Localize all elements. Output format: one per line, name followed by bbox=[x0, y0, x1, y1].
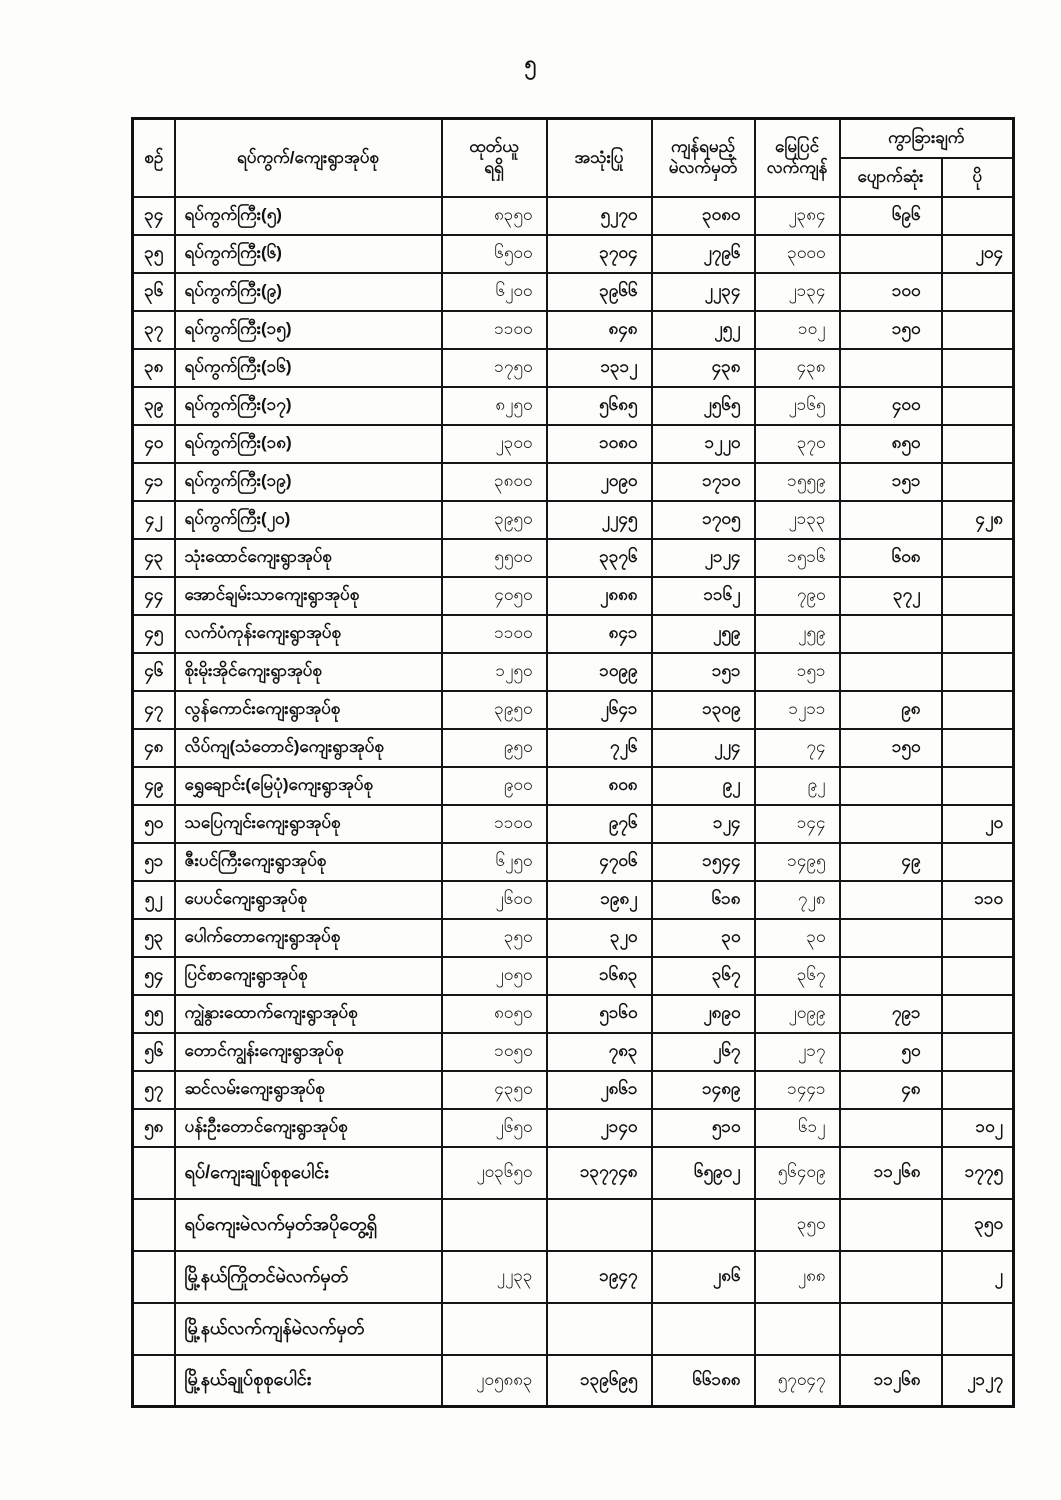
received-cell: ၃၅၀ bbox=[442, 919, 547, 957]
serial-cell: ၅၁ bbox=[133, 843, 175, 881]
ground-balance-cell: ၇၉၀ bbox=[755, 577, 840, 615]
lost-cell bbox=[840, 1303, 942, 1355]
lost-cell bbox=[840, 919, 942, 957]
header-expected-remaining: ကျန်ရမည့် မဲလက်မှတ် bbox=[652, 119, 755, 197]
used-cell: ၈၄၈ bbox=[547, 311, 652, 349]
serial-cell: ၄၄ bbox=[133, 577, 175, 615]
table-row bbox=[133, 805, 1014, 843]
ward-name-cell: ရပ်ကွက်ကြီး(၆) bbox=[175, 235, 442, 273]
ground-balance-cell: ၃၇၀ bbox=[755, 425, 840, 463]
received-cell: ၃၈၀၀ bbox=[442, 463, 547, 501]
received-cell bbox=[442, 1199, 547, 1251]
used-cell: ၁၃၇၇၄၈ bbox=[547, 1147, 652, 1199]
used-cell: ၁၃၉၆၉၅ bbox=[547, 1355, 652, 1407]
ward-name-cell: စိုးမိုးအိုင်ကျေးရွာအုပ်စု bbox=[175, 653, 442, 691]
expected-remaining-cell: ၂၂၃၄ bbox=[652, 273, 755, 311]
received-cell: ၁၁၀၀ bbox=[442, 615, 547, 653]
extra-cell: ၁၇၇၅ bbox=[942, 1147, 1014, 1199]
ward-name-cell: လွန်ကောင်းကျေးရွာအုပ်စု bbox=[175, 691, 442, 729]
serial-cell: ၄၇ bbox=[133, 691, 175, 729]
lost-cell bbox=[840, 1199, 942, 1251]
received-cell: ၁၁၀၀ bbox=[442, 805, 547, 843]
ground-balance-cell: ၁၅၁ bbox=[755, 653, 840, 691]
used-cell: ၁၀၈၀ bbox=[547, 425, 652, 463]
ground-balance-cell: ၇၂၈ bbox=[755, 881, 840, 919]
expected-remaining-cell: ၁၂၂၀ bbox=[652, 425, 755, 463]
ward-name-cell: မြို့နယ်ကြိုတင်မဲလက်မှတ် bbox=[175, 1251, 442, 1303]
received-cell: ၂၀၅၀ bbox=[442, 957, 547, 995]
lost-cell: ၈၅၀ bbox=[840, 425, 942, 463]
ward-name-cell: ရပ်ကွက်ကြီး(၉) bbox=[175, 273, 442, 311]
used-cell bbox=[547, 1303, 652, 1355]
ground-balance-cell: ၅၆၄၀၉ bbox=[755, 1147, 840, 1199]
serial-cell: ၃၇ bbox=[133, 311, 175, 349]
used-cell: ၃၇၀၄ bbox=[547, 235, 652, 273]
extra-cell bbox=[942, 273, 1014, 311]
header-difference-group: ကွာခြားချက် bbox=[840, 119, 1014, 158]
lost-cell: ၅၀ bbox=[840, 1033, 942, 1071]
ground-balance-cell: ၂၃၈၄ bbox=[755, 197, 840, 235]
extra-cell bbox=[942, 691, 1014, 729]
lost-cell: ၁၀၀ bbox=[840, 273, 942, 311]
received-cell: ၈၂၅၀ bbox=[442, 387, 547, 425]
expected-remaining-cell: ၅၁၀ bbox=[652, 1109, 755, 1147]
lost-cell bbox=[840, 767, 942, 805]
expected-remaining-cell bbox=[652, 1199, 755, 1251]
lost-cell bbox=[840, 805, 942, 843]
ward-name-cell: မြို့နယ်လက်ကျန်မဲလက်မှတ် bbox=[175, 1303, 442, 1355]
ward-name-cell: အောင်ချမ်းသာကျေးရွာအုပ်စု bbox=[175, 577, 442, 615]
extra-cell bbox=[942, 843, 1014, 881]
serial-cell bbox=[133, 1303, 175, 1355]
used-cell: ၂၁၄၀ bbox=[547, 1109, 652, 1147]
ward-name-cell: ရပ်ကွက်ကြီး(၁၆) bbox=[175, 349, 442, 387]
ward-name-cell: ရွှေချောင်း(မြေပုံ)ကျေးရွာအုပ်စု bbox=[175, 767, 442, 805]
extra-cell bbox=[942, 729, 1014, 767]
extra-cell: ၂၀ bbox=[942, 805, 1014, 843]
received-cell: ၂၀၃၆၅၀ bbox=[442, 1147, 547, 1199]
lost-cell: ၁၅၁ bbox=[840, 463, 942, 501]
expected-remaining-cell: ၁၇၁၀ bbox=[652, 463, 755, 501]
table-row bbox=[133, 691, 1014, 729]
ward-name-cell: ပြင်စာကျေးရွာအုပ်စု bbox=[175, 957, 442, 995]
expected-remaining-cell: ၂၅၆၅ bbox=[652, 387, 755, 425]
extra-cell bbox=[942, 615, 1014, 653]
lost-cell: ၄၀၀ bbox=[840, 387, 942, 425]
table-row bbox=[133, 1109, 1014, 1147]
expected-remaining-cell: ၂၇၉၆ bbox=[652, 235, 755, 273]
table-row bbox=[133, 767, 1014, 805]
extra-cell bbox=[942, 577, 1014, 615]
table-row bbox=[133, 1071, 1014, 1109]
serial-cell bbox=[133, 1147, 175, 1199]
serial-cell bbox=[133, 1251, 175, 1303]
table-row bbox=[133, 957, 1014, 995]
ground-balance-cell: ၃၆၇ bbox=[755, 957, 840, 995]
ground-balance-cell: ၅၇၀၄၇ bbox=[755, 1355, 840, 1407]
received-cell: ၉၅၀ bbox=[442, 729, 547, 767]
extra-cell bbox=[942, 197, 1014, 235]
extra-cell bbox=[942, 349, 1014, 387]
lost-cell: ၁၅၀ bbox=[840, 729, 942, 767]
ward-name-cell: ပန်းဦးတောင်ကျေးရွာအုပ်စု bbox=[175, 1109, 442, 1147]
extra-cell bbox=[942, 387, 1014, 425]
ward-name-cell: ရပ်ကွက်ကြီး(၅) bbox=[175, 197, 442, 235]
expected-remaining-cell: ၆၅၉၀၂ bbox=[652, 1147, 755, 1199]
table-row bbox=[133, 1033, 1014, 1071]
received-cell: ၄၃၅၀ bbox=[442, 1071, 547, 1109]
summary-row bbox=[133, 1251, 1014, 1303]
expected-remaining-cell: ၂၅၂ bbox=[652, 311, 755, 349]
expected-remaining-cell: ၂၆၇ bbox=[652, 1033, 755, 1071]
ground-balance-cell: ၆၁၂ bbox=[755, 1109, 840, 1147]
ward-name-cell: လိပ်ကျ(သံတောင်)ကျေးရွာအုပ်စု bbox=[175, 729, 442, 767]
serial-cell: ၅၈ bbox=[133, 1109, 175, 1147]
serial-cell: ၃၉ bbox=[133, 387, 175, 425]
table-row bbox=[133, 197, 1014, 235]
ground-balance-cell: ၁၂၁၁ bbox=[755, 691, 840, 729]
used-cell: ၇၈၃ bbox=[547, 1033, 652, 1071]
ward-name-cell: ရပ်/ကျေးချုပ်စုစုပေါင်း bbox=[175, 1147, 442, 1199]
ground-balance-cell: ၁၀၂ bbox=[755, 311, 840, 349]
extra-cell bbox=[942, 539, 1014, 577]
header-used: အသုံးပြု bbox=[547, 119, 652, 197]
lost-cell: ၄၉ bbox=[840, 843, 942, 881]
expected-remaining-cell: ၁၅၄၄ bbox=[652, 843, 755, 881]
lost-cell bbox=[840, 653, 942, 691]
serial-cell: ၄၅ bbox=[133, 615, 175, 653]
used-cell: ၃၂၀ bbox=[547, 919, 652, 957]
used-cell: ၅၆၈၅ bbox=[547, 387, 652, 425]
expected-remaining-cell: ၆၆၁၈၈ bbox=[652, 1355, 755, 1407]
lost-cell bbox=[840, 881, 942, 919]
used-cell bbox=[547, 1199, 652, 1251]
used-cell: ၃၉၆၆ bbox=[547, 273, 652, 311]
lost-cell: ၁၅၀ bbox=[840, 311, 942, 349]
serial-cell bbox=[133, 1199, 175, 1251]
table-row bbox=[133, 539, 1014, 577]
ward-name-cell: ပေါက်တောကျေးရွာအုပ်စု bbox=[175, 919, 442, 957]
serial-cell: ၄၆ bbox=[133, 653, 175, 691]
table-row bbox=[133, 425, 1014, 463]
ward-name-cell: ရပ်ကျေးမဲလက်မှတ်အပိုတွေ့ရှိ bbox=[175, 1199, 442, 1251]
received-cell: ၁၂၅၀ bbox=[442, 653, 547, 691]
ward-name-cell: ဇီးပင်ကြီးကျေးရွာအုပ်စု bbox=[175, 843, 442, 881]
ground-balance-cell: ၁၄၄ bbox=[755, 805, 840, 843]
ground-balance-cell: ၂၁၆၅ bbox=[755, 387, 840, 425]
received-cell: ၂၀၅၈၈၃ bbox=[442, 1355, 547, 1407]
expected-remaining-cell: ၂၈၆ bbox=[652, 1251, 755, 1303]
ward-name-cell: သုံးထောင်ကျေးရွာအုပ်စု bbox=[175, 539, 442, 577]
lost-cell: ၃၇၂ bbox=[840, 577, 942, 615]
received-cell: ၂၂၃၃ bbox=[442, 1251, 547, 1303]
ground-balance-cell: ၁၅၅၉ bbox=[755, 463, 840, 501]
header-received: ထုတ်ယူ ရရှိ bbox=[442, 119, 547, 197]
used-cell: ၁၀၉၉ bbox=[547, 653, 652, 691]
used-cell: ၄၇၀၆ bbox=[547, 843, 652, 881]
ground-balance-cell: ၃၀၀၀ bbox=[755, 235, 840, 273]
table-row bbox=[133, 843, 1014, 881]
table-row bbox=[133, 273, 1014, 311]
serial-cell: ၄၈ bbox=[133, 729, 175, 767]
table-row bbox=[133, 235, 1014, 273]
expected-remaining-cell: ၆၁၈ bbox=[652, 881, 755, 919]
ground-balance-cell: ၉၂ bbox=[755, 767, 840, 805]
used-cell: ၁၉၈၂ bbox=[547, 881, 652, 919]
ward-name-cell: ပေပင်ကျေးရွာအုပ်စု bbox=[175, 881, 442, 919]
lost-cell bbox=[840, 1109, 942, 1147]
table-row bbox=[133, 463, 1014, 501]
ward-name-cell: ရပ်ကွက်ကြီး(၁၈) bbox=[175, 425, 442, 463]
extra-cell: ၁၀၂ bbox=[942, 1109, 1014, 1147]
serial-cell: ၃၄ bbox=[133, 197, 175, 235]
extra-cell bbox=[942, 463, 1014, 501]
serial-cell: ၄၀ bbox=[133, 425, 175, 463]
table-row bbox=[133, 311, 1014, 349]
serial-cell: ၄၉ bbox=[133, 767, 175, 805]
expected-remaining-cell: ၃၀၈၀ bbox=[652, 197, 755, 235]
ground-balance-cell: ၂၈၈ bbox=[755, 1251, 840, 1303]
serial-cell: ၃၅ bbox=[133, 235, 175, 273]
expected-remaining-cell: ၃၀ bbox=[652, 919, 755, 957]
expected-remaining-cell: ၃၆၇ bbox=[652, 957, 755, 995]
serial-cell: ၅၅ bbox=[133, 995, 175, 1033]
used-cell: ၂၂၄၅ bbox=[547, 501, 652, 539]
used-cell: ၉၇၆ bbox=[547, 805, 652, 843]
ward-name-cell: ကျွဲနွားထောက်ကျေးရွာအုပ်စု bbox=[175, 995, 442, 1033]
extra-cell bbox=[942, 653, 1014, 691]
ground-balance-cell: ၇၄ bbox=[755, 729, 840, 767]
received-cell: ၅၅၀၀ bbox=[442, 539, 547, 577]
lost-cell bbox=[840, 349, 942, 387]
ground-balance-cell: ၂၁၃၃ bbox=[755, 501, 840, 539]
header-lost: ပျောက်ဆုံး bbox=[840, 158, 942, 197]
received-cell: ၃၉၅၀ bbox=[442, 691, 547, 729]
extra-cell: ၂၀၄ bbox=[942, 235, 1014, 273]
received-cell: ၂၃၀၀ bbox=[442, 425, 547, 463]
header-ward-name: ရပ်ကွက်/ကျေးရွာအုပ်စု bbox=[175, 119, 442, 197]
received-cell: ၁၀၅၀ bbox=[442, 1033, 547, 1071]
received-cell: ၁၁၀၀ bbox=[442, 311, 547, 349]
serial-cell bbox=[133, 1355, 175, 1407]
expected-remaining-cell: ၂၂၄ bbox=[652, 729, 755, 767]
serial-cell: ၅၇ bbox=[133, 1071, 175, 1109]
ward-name-cell: ရပ်ကွက်ကြီး(၁၉) bbox=[175, 463, 442, 501]
extra-cell bbox=[942, 1033, 1014, 1071]
table-row bbox=[133, 615, 1014, 653]
ground-balance-cell: ၁၄၄၁ bbox=[755, 1071, 840, 1109]
header-serial: စဉ် bbox=[133, 119, 175, 197]
table-row bbox=[133, 729, 1014, 767]
table-row bbox=[133, 919, 1014, 957]
extra-cell: ၃၅၀ bbox=[942, 1199, 1014, 1251]
used-cell: ၁၃၁၂ bbox=[547, 349, 652, 387]
serial-cell: ၅၂ bbox=[133, 881, 175, 919]
serial-cell: ၃၈ bbox=[133, 349, 175, 387]
ward-name-cell: ရပ်ကွက်ကြီး(၁၇) bbox=[175, 387, 442, 425]
expected-remaining-cell: ၁၄၈၉ bbox=[652, 1071, 755, 1109]
expected-remaining-cell bbox=[652, 1303, 755, 1355]
table-row bbox=[133, 653, 1014, 691]
ground-balance-cell bbox=[755, 1303, 840, 1355]
serial-cell: ၅၀ bbox=[133, 805, 175, 843]
received-cell: ၈၃၅၀ bbox=[442, 197, 547, 235]
extra-cell: ၁၁၀ bbox=[942, 881, 1014, 919]
received-cell: ၆၂၀၀ bbox=[442, 273, 547, 311]
used-cell: ၂၈၈၈ bbox=[547, 577, 652, 615]
extra-cell bbox=[942, 311, 1014, 349]
used-cell: ၇၂၆ bbox=[547, 729, 652, 767]
received-cell: ၂၆၀၀ bbox=[442, 881, 547, 919]
used-cell: ၃၃၇၆ bbox=[547, 539, 652, 577]
used-cell: ၅၁၆၀ bbox=[547, 995, 652, 1033]
lost-cell bbox=[840, 1251, 942, 1303]
ground-balance-cell: ၁၄၉၅ bbox=[755, 843, 840, 881]
expected-remaining-cell: ၁၇၀၅ bbox=[652, 501, 755, 539]
ground-balance-cell: ၄၃၈ bbox=[755, 349, 840, 387]
ward-name-cell: ရပ်ကွက်ကြီး(၁၅) bbox=[175, 311, 442, 349]
expected-remaining-cell: ၂၈၉၀ bbox=[652, 995, 755, 1033]
extra-cell bbox=[942, 919, 1014, 957]
summary-row bbox=[133, 1147, 1014, 1199]
received-cell: ၃၉၅၀ bbox=[442, 501, 547, 539]
table-row bbox=[133, 349, 1014, 387]
expected-remaining-cell: ၁၂၄ bbox=[652, 805, 755, 843]
lost-cell: ၆၀၈ bbox=[840, 539, 942, 577]
received-cell bbox=[442, 1303, 547, 1355]
expected-remaining-cell: ၂၅၉ bbox=[652, 615, 755, 653]
ward-name-cell: ရပ်ကွက်ကြီး(၂၀) bbox=[175, 501, 442, 539]
ward-name-cell: မြို့နယ်ချုပ်စုစုပေါင်း bbox=[175, 1355, 442, 1407]
extra-cell bbox=[942, 1303, 1014, 1355]
used-cell: ၅၂၇၀ bbox=[547, 197, 652, 235]
received-cell: ၆၂၅၀ bbox=[442, 843, 547, 881]
extra-cell bbox=[942, 957, 1014, 995]
used-cell: ၂၈၆၁ bbox=[547, 1071, 652, 1109]
serial-cell: ၄၂ bbox=[133, 501, 175, 539]
table-row bbox=[133, 577, 1014, 615]
lost-cell: ၁၁၂၆၈ bbox=[840, 1147, 942, 1199]
serial-cell: ၄၃ bbox=[133, 539, 175, 577]
extra-cell: ၂၁၂၇ bbox=[942, 1355, 1014, 1407]
table-row bbox=[133, 881, 1014, 919]
serial-cell: ၄၁ bbox=[133, 463, 175, 501]
lost-cell: ၆၉၆ bbox=[840, 197, 942, 235]
ballot-reconciliation-table bbox=[131, 117, 1015, 1408]
lost-cell: ၄၈ bbox=[840, 1071, 942, 1109]
extra-cell bbox=[942, 995, 1014, 1033]
ward-name-cell: တောင်ကျွန်းကျေးရွာအုပ်စု bbox=[175, 1033, 442, 1071]
header-ground-balance: မြေပြင် လက်ကျန် bbox=[755, 119, 840, 197]
table-row bbox=[133, 995, 1014, 1033]
ground-balance-cell: ၁၅၁၆ bbox=[755, 539, 840, 577]
used-cell: ၈၀၈ bbox=[547, 767, 652, 805]
serial-cell: ၅၆ bbox=[133, 1033, 175, 1071]
lost-cell: ၇၉၁ bbox=[840, 995, 942, 1033]
expected-remaining-cell: ၁၃၀၉ bbox=[652, 691, 755, 729]
used-cell: ၁၆၈၃ bbox=[547, 957, 652, 995]
serial-cell: ၅၃ bbox=[133, 919, 175, 957]
extra-cell bbox=[942, 425, 1014, 463]
summary-row bbox=[133, 1199, 1014, 1251]
lost-cell bbox=[840, 957, 942, 995]
ground-balance-cell: ၂၅၉ bbox=[755, 615, 840, 653]
table-row bbox=[133, 501, 1014, 539]
received-cell: ၁၇၅၀ bbox=[442, 349, 547, 387]
header-extra: ပို bbox=[942, 158, 1014, 197]
extra-cell bbox=[942, 767, 1014, 805]
expected-remaining-cell: ၁၅၁ bbox=[652, 653, 755, 691]
ward-name-cell: ဆင်လမ်းကျေးရွာအုပ်စု bbox=[175, 1071, 442, 1109]
serial-cell: ၃၆ bbox=[133, 273, 175, 311]
received-cell: ၄၀၅၀ bbox=[442, 577, 547, 615]
received-cell: ၈၀၅၀ bbox=[442, 995, 547, 1033]
used-cell: ၁၉၄၇ bbox=[547, 1251, 652, 1303]
ground-balance-cell: ၃၅၀ bbox=[755, 1199, 840, 1251]
used-cell: ၂၀၉၀ bbox=[547, 463, 652, 501]
expected-remaining-cell: ၉၂ bbox=[652, 767, 755, 805]
extra-cell: ၂ bbox=[942, 1251, 1014, 1303]
lost-cell: ၉၈ bbox=[840, 691, 942, 729]
received-cell: ၆၅၀၀ bbox=[442, 235, 547, 273]
ward-name-cell: သပြေကျင်းကျေးရွာအုပ်စု bbox=[175, 805, 442, 843]
summary-row bbox=[133, 1303, 1014, 1355]
expected-remaining-cell: ၂၁၂၄ bbox=[652, 539, 755, 577]
lost-cell bbox=[840, 501, 942, 539]
extra-cell bbox=[942, 1071, 1014, 1109]
lost-cell bbox=[840, 615, 942, 653]
page-number: ၅ bbox=[524, 52, 537, 75]
summary-row bbox=[133, 1355, 1014, 1407]
ground-balance-cell: ၂၁၇ bbox=[755, 1033, 840, 1071]
ward-name-cell: လက်ပံကုန်းကျေးရွာအုပ်စု bbox=[175, 615, 442, 653]
received-cell: ၂၆၅၀ bbox=[442, 1109, 547, 1147]
used-cell: ၈၄၁ bbox=[547, 615, 652, 653]
ground-balance-cell: ၂၀၉၉ bbox=[755, 995, 840, 1033]
expected-remaining-cell: ၄၃၈ bbox=[652, 349, 755, 387]
lost-cell: ၁၁၂၆၈ bbox=[840, 1355, 942, 1407]
ground-balance-cell: ၂၁၃၄ bbox=[755, 273, 840, 311]
used-cell: ၂၆၄၁ bbox=[547, 691, 652, 729]
expected-remaining-cell: ၁၁၆၂ bbox=[652, 577, 755, 615]
table-row bbox=[133, 387, 1014, 425]
extra-cell: ၄၂၈ bbox=[942, 501, 1014, 539]
table-body bbox=[133, 197, 1014, 1407]
received-cell: ၉၀၀ bbox=[442, 767, 547, 805]
ground-balance-cell: ၃၀ bbox=[755, 919, 840, 957]
serial-cell: ၅၄ bbox=[133, 957, 175, 995]
lost-cell bbox=[840, 235, 942, 273]
